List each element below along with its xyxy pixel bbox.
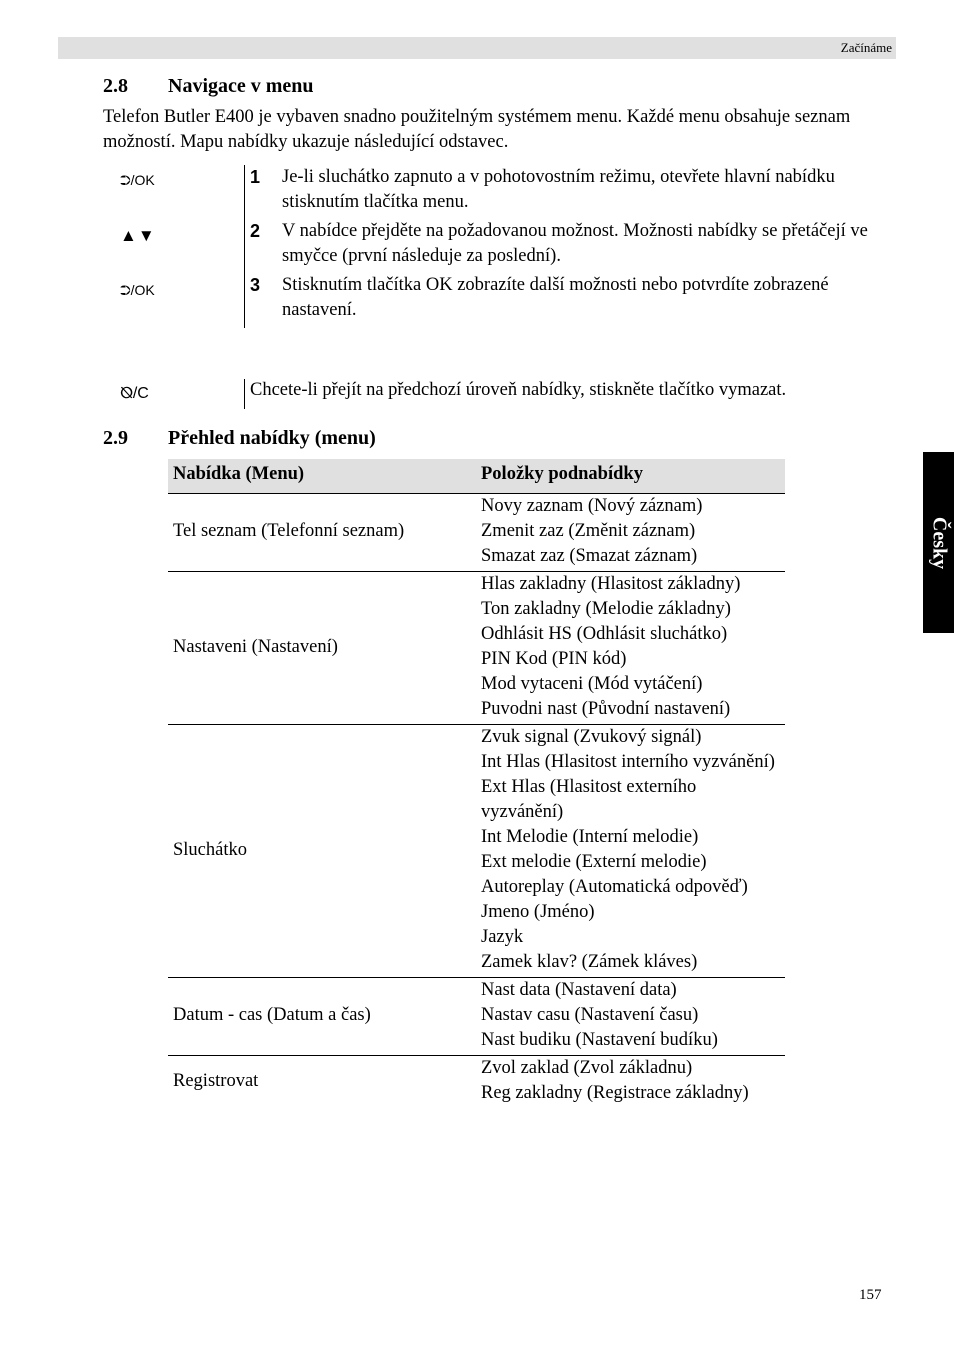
clear-divider — [244, 379, 245, 409]
section-number: 2.9 — [103, 427, 128, 449]
menu-name-cell: Tel seznam (Telefonní seznam) — [168, 494, 476, 572]
column-header-submenu: Položky podnabídky — [476, 459, 785, 494]
submenu-item: Smazat zaz (Smazat záznam) — [481, 546, 698, 566]
language-side-tab — [923, 452, 954, 633]
submenu-item: Nastav casu (Nastavení času) — [481, 1005, 699, 1025]
step-text: V nabídce přejděte na požadovanou možnost. Možnosti nabídky se přetáčejí ve smyčce (první následuje za poslední). — [282, 221, 868, 266]
submenu-item: Jazyk — [481, 927, 524, 947]
table-row — [168, 978, 785, 1056]
submenu-items-cell — [476, 494, 785, 572]
submenu-item: Zamek klav? (Zámek kláves) — [481, 952, 698, 972]
submenu-item: Zvuk signal (Zvukový signál) — [481, 727, 702, 747]
step-number: 2 — [250, 221, 261, 241]
submenu-item: Novy zaznam (Nový záznam) — [481, 496, 703, 516]
step-number: 3 — [250, 275, 261, 295]
submenu-item: Zvol zaklad (Zvol základnu) — [481, 1058, 693, 1078]
arrow-keys-icon: ▲▼ — [120, 226, 156, 245]
submenu-items-cell — [476, 978, 785, 1056]
language-label: Česky — [928, 516, 950, 569]
section-number: 2.8 — [103, 75, 128, 97]
menu-name-cell: Sluchátko — [168, 725, 476, 978]
submenu-item: Autoreplay (Automatická odpověď) — [481, 877, 748, 897]
submenu-item: Reg zakladny (Registrace základny) — [481, 1083, 749, 1103]
submenu-item: Jmeno (Jméno) — [481, 902, 595, 922]
header-bar — [58, 37, 896, 59]
step-text: Stisknutím tlačítka OK zobrazíte další možnosti nebo potvrdíte zobrazené nastavení. — [282, 275, 829, 320]
intro-paragraph: Telefon Butler E400 je vybaven snadno použitelným systémem menu. Každé menu obsahuje seznam možností. Mapu nabídky ukazuje následující odstavec. — [103, 107, 851, 152]
section-heading-2-8 — [103, 75, 314, 98]
table-row — [168, 725, 785, 978]
table-header-row — [168, 459, 785, 494]
step-2 — [250, 219, 900, 269]
menu-name-cell: Registrovat — [173, 1070, 259, 1091]
table-row — [168, 494, 785, 572]
submenu-item: Ext Hlas (Hlasitost externího vyzvánění) — [481, 777, 697, 822]
clear-instruction: Chcete-li přejít na předchozí úroveň nabídky, stiskněte tlačítko vymazat. — [250, 380, 787, 400]
submenu-item: Ext melodie (Externí melodie) — [481, 852, 707, 872]
section-title: Navigace v menu — [168, 75, 314, 97]
step-3 — [250, 273, 900, 323]
submenu-item: PIN Kod (PIN kód) — [481, 649, 627, 669]
section-title: Přehled nabídky (menu) — [168, 427, 376, 449]
step-number: 1 — [250, 167, 261, 187]
ok-key-icon: ⮊/OK — [120, 282, 155, 298]
menu-overview-table — [168, 459, 785, 1108]
submenu-items-cell — [476, 1056, 785, 1109]
section-heading-2-9 — [103, 427, 376, 450]
submenu-items-cell — [476, 725, 785, 978]
page-number: 157 — [859, 1287, 882, 1303]
column-header-menu: Nabídka (Menu) — [168, 459, 476, 494]
submenu-item: Puvodni nast (Původní nastavení) — [481, 699, 731, 719]
menu-name-cell: Nastaveni (Nastavení) — [168, 572, 476, 725]
clear-key-icon: ⦰/C — [120, 385, 149, 402]
steps-divider — [244, 165, 245, 328]
submenu-item: Mod vytaceni (Mód vytáčení) — [481, 674, 703, 694]
submenu-item: Zmenit zaz (Změnit záznam) — [481, 521, 696, 541]
submenu-item: Odhlásit HS (Odhlásit sluchátko) — [481, 624, 728, 644]
step-1 — [250, 165, 900, 215]
submenu-items-cell — [476, 572, 785, 725]
submenu-item: Int Melodie (Interní melodie) — [481, 827, 699, 847]
submenu-item: Ton zakladny (Melodie základny) — [481, 599, 731, 619]
menu-name-cell: Datum - cas (Datum a čas) — [168, 978, 476, 1056]
submenu-item: Nast budiku (Nastavení budíku) — [481, 1030, 718, 1050]
table-body — [168, 494, 785, 1109]
header-section-label: Začínáme — [840, 40, 892, 55]
submenu-item: Hlas zakladny (Hlasitost základny) — [481, 574, 741, 594]
table-row — [168, 1056, 785, 1109]
table-row — [168, 572, 785, 725]
submenu-item: Nast data (Nastavení data) — [481, 980, 677, 1000]
submenu-item: Int Hlas (Hlasitost interního vyzvánění) — [481, 752, 775, 772]
ok-key-icon: ⮊/OK — [120, 172, 155, 188]
step-text: Je-li sluchátko zapnuto a v pohotovostním režimu, otevřete hlavní nabídku stisknutím tlačítka menu. — [282, 167, 835, 212]
